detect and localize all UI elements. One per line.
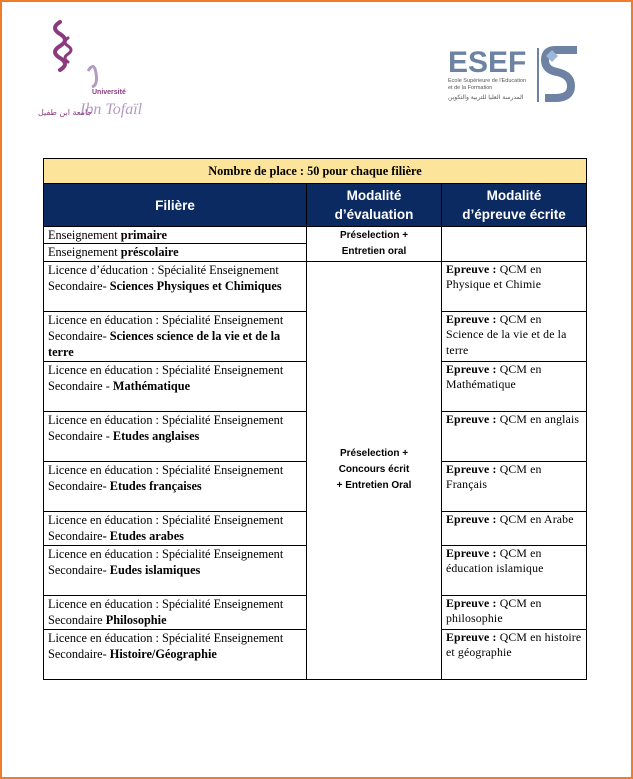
epreuve-cell: Epreuve : QCM en Mathématique <box>442 361 587 411</box>
esef-arabic: المدرسة العليا للتربية والتكوين <box>448 94 524 101</box>
header-modalite-evaluation: Modalité d’évaluation <box>307 184 442 227</box>
filiere-cell: Enseignement préscolaire <box>44 244 307 261</box>
header-modalite-epreuve: Modalité d’épreuve écrite <box>442 184 587 227</box>
filiere-cell: Licence en éducation : Spécialité Enseignement Secondaire- Etudes arabes <box>44 511 307 545</box>
university-ibn-tofail-logo <box>38 16 148 126</box>
epreuve-cell-empty <box>442 227 587 262</box>
filiere-cell: Licence en éducation : Spécialité Enseignement Secondaire- Eudes islamiques <box>44 545 307 595</box>
epreuve-cell: Epreuve : QCM en Arabe <box>442 511 587 545</box>
esef-acronym: ESEF <box>448 46 527 79</box>
filiere-cell: Licence en éducation : Spécialité Enseignement Secondaire - Mathématique <box>44 361 307 411</box>
esef-subtitle-2: et de la Formation <box>448 85 493 91</box>
filiere-cell: Licence d’éducation : Spécialité Enseignement Secondaire- Sciences Physiques et Chimiques <box>44 261 307 311</box>
header-filiere: Filière <box>44 184 307 227</box>
epreuve-cell: Epreuve : QCM en histoire et géographie <box>442 629 587 679</box>
esef-logo <box>442 42 592 112</box>
filiere-cell: Enseignement primaire <box>44 227 307 244</box>
epreuve-cell: Epreuve : QCM en éducation islamique <box>442 545 587 595</box>
filiere-cell: Licence en éducation : Spécialité Enseignement Secondaire - Etudes anglaises <box>44 411 307 461</box>
filiere-cell: Licence en éducation : Spécialité Enseignement Secondaire- Etudes françaises <box>44 461 307 511</box>
epreuve-cell: Epreuve : QCM en anglais <box>442 411 587 461</box>
modalite-evaluation-cell: Préselection + Concours écrit + Entretien Oral <box>307 261 442 679</box>
table-caption: Nombre de place : 50 pour chaque filière <box>44 159 587 184</box>
epreuve-cell: Epreuve : QCM en Science de la vie et de la terre <box>442 311 587 361</box>
filiere-cell: Licence en éducation : Spécialité Enseignement Secondaire- Histoire/Géographie <box>44 629 307 679</box>
epreuve-cell: Epreuve : QCM en Physique et Chimie <box>442 261 587 311</box>
admission-table <box>43 158 587 680</box>
modalite-evaluation-cell: Préselection + Entretien oral <box>307 227 442 262</box>
epreuve-cell: Epreuve : QCM en Français <box>442 461 587 511</box>
esef-subtitle-1: Ecole Supérieure de l'Education <box>448 78 527 84</box>
university-name: Ibn Tofaïl <box>80 101 143 118</box>
university-label: Université <box>92 89 126 96</box>
university-arabic: جامعة ابن طفيل <box>38 108 93 117</box>
filiere-cell: Licence en éducation : Spécialité Enseignement Secondaire Philosophie <box>44 595 307 629</box>
epreuve-cell: Epreuve : QCM en philosophie <box>442 595 587 629</box>
filiere-cell: Licence en éducation : Spécialité Enseignement Secondaire- Sciences science de la vie et de la terre <box>44 311 307 361</box>
